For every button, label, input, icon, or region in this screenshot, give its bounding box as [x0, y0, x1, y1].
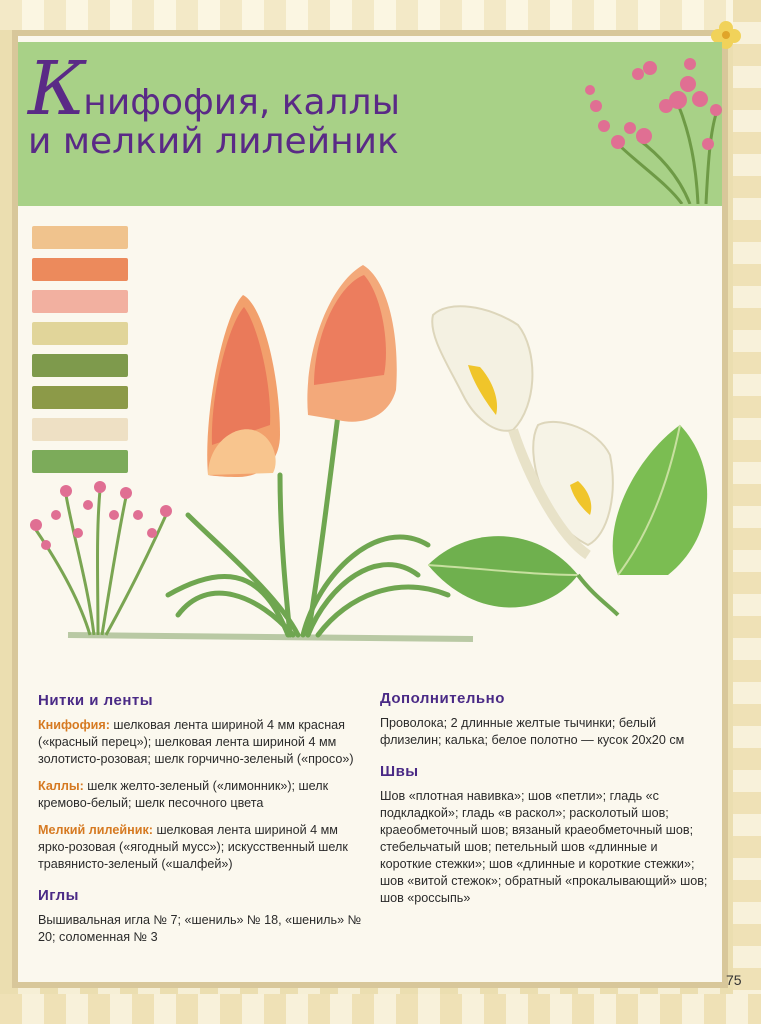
materials-text: шелковая лента шириной 4 мм ярко-розовая («ягодный мусс»); искусственный шелк травянисто-зеленый («шалфей») — [38, 823, 348, 871]
additional-heading: Дополнительно — [380, 690, 505, 707]
materials-text: шелковая лента шириной 4 мм красная («красный перец»); шелковая лента шириной 4 мм золотисто-розовая; шелк горчично-зеленый («просо») — [38, 718, 354, 766]
additional-column — [380, 690, 710, 917]
embroidery-illustration — [18, 215, 722, 655]
materials-term: Мелкий лилейник: — [38, 823, 153, 837]
stitches-heading: Швы — [380, 763, 419, 780]
kniphofia-flowers-icon — [207, 265, 397, 477]
title-line-1: нифофия, каллы — [83, 82, 400, 123]
materials-term: Книфофия: — [38, 718, 110, 732]
materials-text: шелк желто-зеленый («лимонник»); шелк кремово-белый; шелк песочного цвета — [38, 779, 329, 810]
materials-heading: Нитки и ленты — [38, 692, 154, 709]
needles-text: Вышивальная игла № 7; «шениль» № 18, «шениль» № 20; соломенная № 3 — [38, 913, 362, 944]
bottom-border — [0, 994, 761, 1024]
title-line-2: и мелкий лилейник — [28, 121, 399, 162]
pink-daylily-header-illustration — [578, 44, 722, 204]
page-number: 75 — [726, 972, 742, 988]
ground-stitch — [68, 635, 473, 639]
page-title — [28, 46, 400, 162]
materials-column — [38, 692, 366, 956]
materials-term: Каллы: — [38, 779, 84, 793]
materials-item — [38, 778, 366, 812]
right-border — [733, 0, 761, 1024]
calla-flowers-icon — [432, 306, 613, 555]
materials-item — [38, 717, 366, 768]
additional-text: Проволока; 2 длинные желтые тычинки; белый флизелин; калька; белое полотно — кусок 20х20 см — [380, 716, 685, 747]
title-initial: К — [28, 46, 84, 132]
top-border — [0, 0, 761, 30]
stitches-text: Шов «плотная навивка»; шов «петли»; гладь «с подкладкой»; гладь «в раскол»; расколотый шов; краеобметочный шов; вязаный краеобметочный шов; стебельчатый шов; петельный шов «длинные и короткие стежки»; шов «длинные и короткие стежки»; шов «витой стежок»; обратный «прокалывающий» шов; шов «россыпь» — [380, 789, 708, 905]
materials-item — [38, 822, 366, 873]
needles-heading: Иглы — [38, 887, 79, 904]
